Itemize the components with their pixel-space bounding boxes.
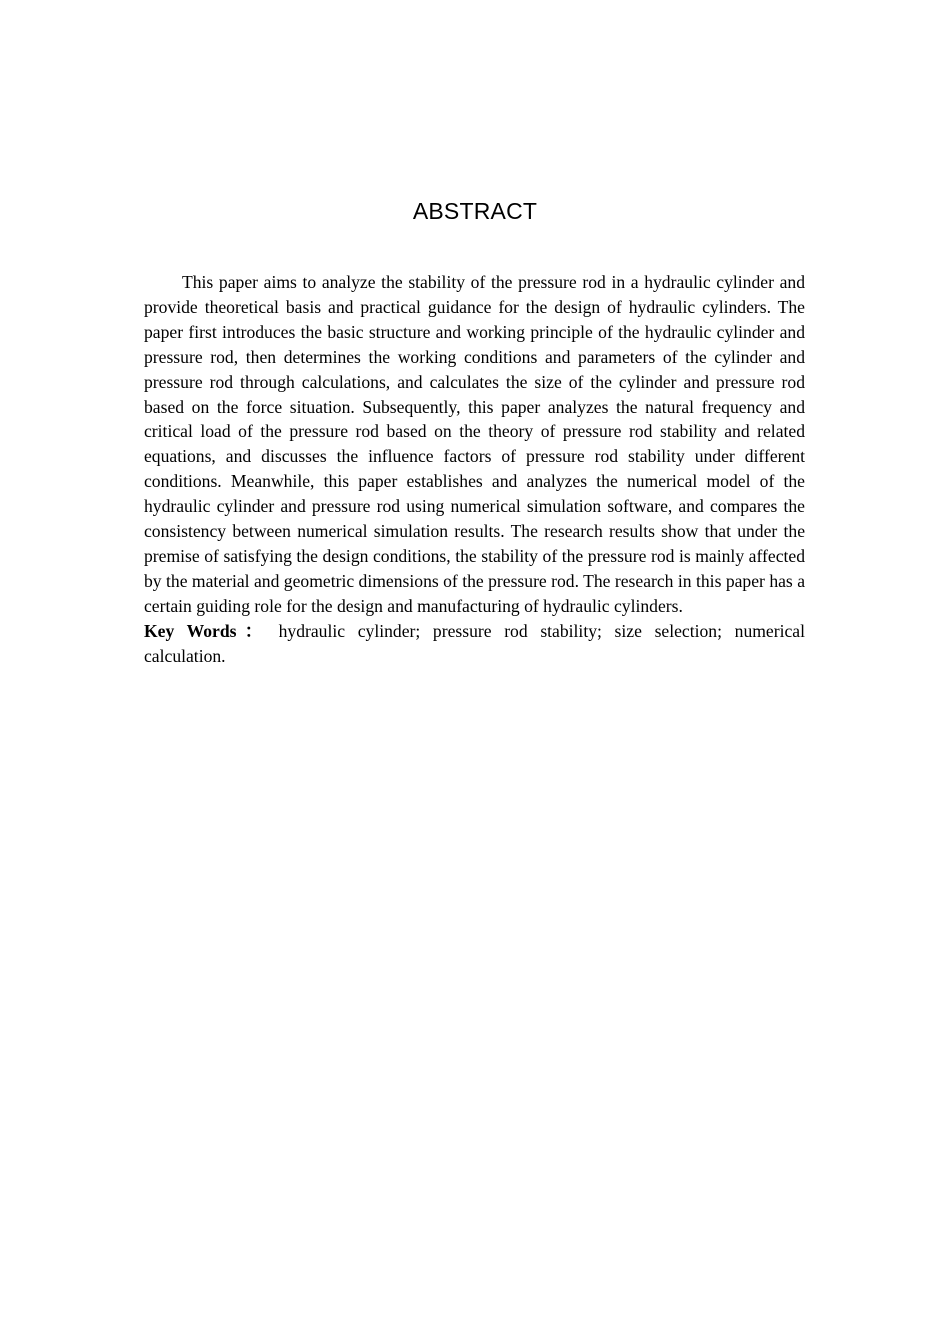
abstract-paragraph: This paper aims to analyze the stability of the pressure rod in a hydraulic cylinder and provide theoretical basis and practical guidance for the design of hydraulic cylinders. The paper first introduces the basic structure and working principle of the hydraulic cylinder and pressure rod, then determines the working conditions and parameters of the cylinder and pressure rod through calculations, and calculates the size of the cylinder and pressure rod based on the force situation. Subsequently, this paper analyzes the natural frequency and critical load of the pressure rod based on the theory of pressure rod stability and related equations, and discusses the influence factors of pressure rod stability under different conditions. Meanwhile, this paper establishes and analyzes the numerical model of the hydraulic cylinder and pressure rod using numerical simulation software, and compares the consistency between numerical simulation results. The research results show that under the premise of satisfying the design conditions, the stability of the pressure rod is mainly affected by the material and geometric dimensions of the pressure rod. The research in this paper has a certain guiding role for the design and manufacturing of hydraulic cylinders.: [144, 272, 805, 616]
abstract-title: ABSTRACT: [412, 198, 538, 224]
keywords-text: hydraulic cylinder; pressure rod stability; size selection; numerical calculation.: [144, 620, 805, 666]
keywords-label: Key Words: [144, 620, 237, 641]
keywords-separator: ：: [236, 620, 271, 641]
keywords-line: [144, 619, 805, 669]
abstract-body: [144, 270, 805, 669]
